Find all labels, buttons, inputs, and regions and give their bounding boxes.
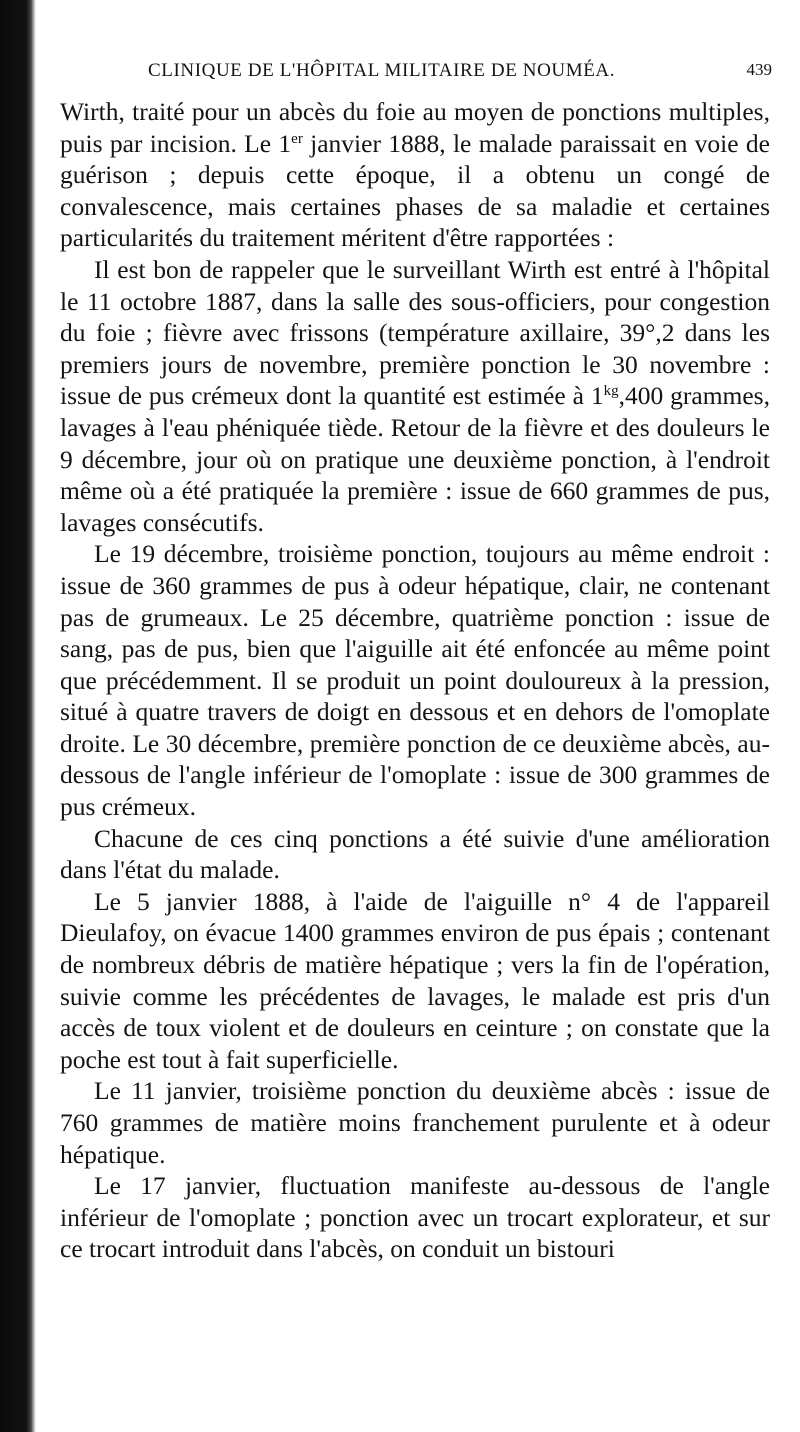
paragraph-5: Le 5 janvier 1888, à l'aide de l'aiguille n° 4 de l'appareil Dieulafoy, on évacue 1400 grammes environ de pus épais ; contenant de nombreux débris de matière hépatique ; vers la fin de l'opération, suivie comme les précédentes de lavages, le malade est pris d'un accès de toux violent et de douleurs en ceinture ; on constate que la poche est tout à fait superficielle. [60, 886, 770, 1074]
paragraph-3: Le 19 décembre, troisième ponction, toujours au même endroit : issue de 360 grammes de pus à odeur hépatique, clair, ne contenant pas de grumeaux. Le 25 décembre, quatrième ponction : issue de sang, pas de pus, bien que l'aiguille ait été enfoncée au même point que précédemment. Il se produit un point douloureux à la pression, situé à quatre travers de doigt en dessous et en dehors de l'omoplate droite. Le 30 décembre, première ponction de ce deuxième abcès, au-dessous de l'angle inférieur de l'omoplate : issue de 300 grammes de pus crémeux. [60, 539, 770, 822]
scan-binding-edge [0, 0, 36, 1432]
page-number: 439 [746, 60, 772, 79]
paragraph-1: Wirth, traité pour un abcès du foie au moyen de ponctions multiples, puis par incision. Le 1er janvier 1888, le malade paraissait en voie de guérison ; depuis cette époque, il a obtenu un congé de convalescence, mais certaines phases de sa maladie et certaines particularités du traitement méritent d'être rapportées : [60, 97, 770, 253]
paragraph-4: Chacune de ces cinq ponctions a été suivie d'une amélioration dans l'état du malade. [60, 823, 770, 885]
paragraph-6: Le 11 janvier, troisième ponction du deuxième abcès : issue de 760 grammes de matière moins franchement purulente et à odeur hépatique. [60, 1076, 770, 1169]
superscript-kg: kg [603, 383, 619, 400]
running-title: CLINIQUE DE L'HÔPITAL MILITAIRE DE NOUMÉA. [148, 60, 616, 81]
book-page [60, 58, 770, 1418]
paragraph-7: Le 17 janvier, fluctuation manifeste au-dessous de l'angle inférieur de l'omoplate ; ponction avec un trocart explorateur, et sur ce trocart introduit dans l'abcès, on conduit un bistouri [60, 1171, 770, 1264]
running-header [60, 58, 770, 94]
body-text [60, 96, 770, 1265]
paragraph-2: Il est bon de rappeler que le surveillant Wirth est entré à l'hôpital le 11 octobre 1887, dans la salle des sous-officiers, pour congestion du foie ; fièvre avec frissons (température axillaire, 39°,2 dans les premiers jours de novembre, première ponction le 30 novembre : issue de pus crémeux dont la quantité est estimée à $1^{kg},400$ grammes, lavages à l'eau phéniquée tiède. Retour de la fièvre et des douleurs le 9 décembre, jour où on pratique une deuxième ponction, à l'endroit même où a été pratiquée la première : issue de 660 grammes de pus, lavages consécutifs. [60, 254, 770, 537]
superscript-er: er [291, 130, 303, 147]
